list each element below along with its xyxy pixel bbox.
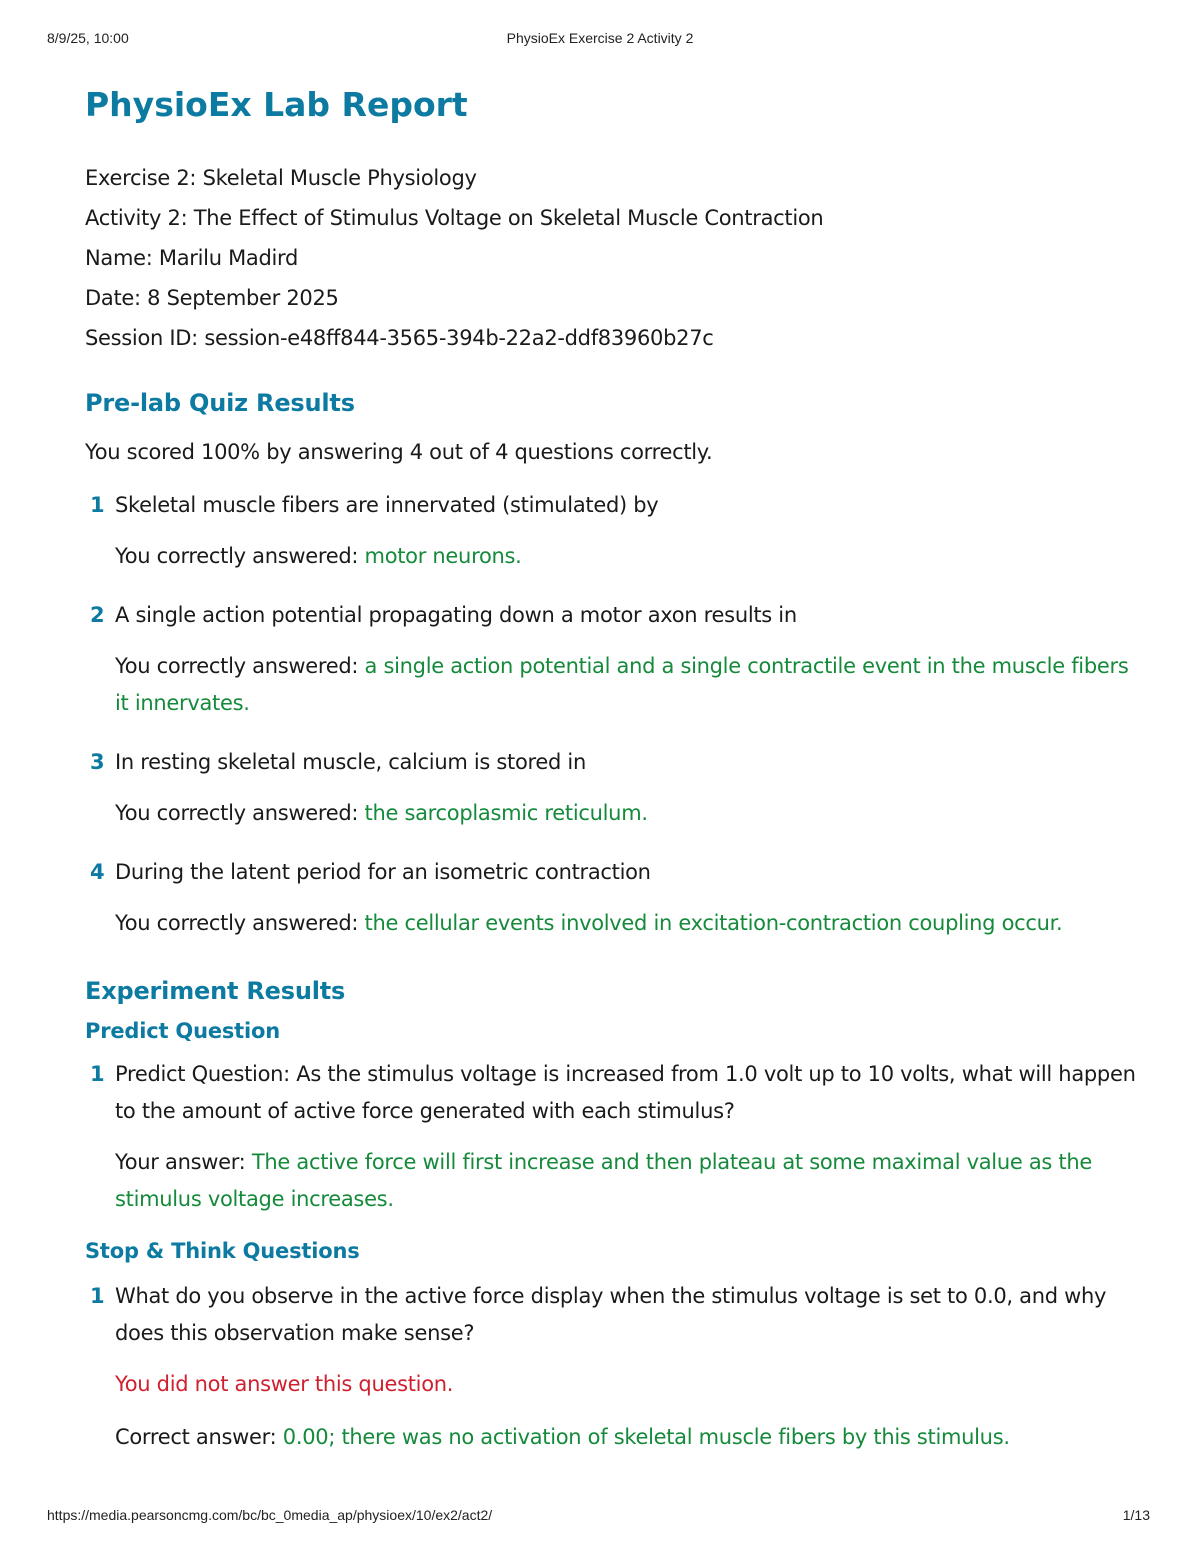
correct-answer-prefix: Correct answer: <box>115 1425 283 1449</box>
answer-prefix: You correctly answered: <box>115 654 365 678</box>
answer-text: a single action potential and a single contractile event in the muscle fibers it innervates. <box>115 654 1129 715</box>
prelab-answer-3 <box>85 795 1145 832</box>
print-page-number: 1/13 <box>1122 1507 1150 1523</box>
answer-text: the cellular events involved in excitation-contraction coupling occur. <box>364 911 1063 935</box>
question-text: A single action potential propagating down a motor axon results in <box>115 603 797 627</box>
answer-text: motor neurons. <box>364 544 522 568</box>
question-number: 4 <box>90 860 105 884</box>
question-text: In resting skeletal muscle, calcium is stored in <box>115 750 586 774</box>
question-number: 1 <box>90 493 105 517</box>
report-date: Date: 8 September 2025 <box>85 286 339 310</box>
prelab-answer-4 <box>85 905 1145 942</box>
not-answered-notice: You did not answer this question. <box>115 1372 454 1396</box>
question-text: Skeletal muscle fibers are innervated (stimulated) by <box>115 493 659 517</box>
question-text: Predict Question: As the stimulus voltage is increased from 1.0 volt up to 10 volts, what will happen to the amount of active force generated with each stimulus? <box>115 1062 1136 1123</box>
question-number: 1 <box>90 1062 105 1086</box>
answer-prefix: You correctly answered: <box>115 801 365 825</box>
question-text: What do you observe in the active force display when the stimulus voltage is set to 0.0, and why does this observation make sense? <box>115 1284 1107 1345</box>
student-name: Name: Marilu Madird <box>85 246 299 270</box>
report-content <box>85 80 1145 1456</box>
correct-answer <box>85 1419 1145 1456</box>
question-number: 1 <box>90 1284 105 1308</box>
print-header <box>0 30 1200 50</box>
correct-answer-text: 0.00; there was no activation of skeletal muscle fibers by this stimulus. <box>282 1425 1010 1449</box>
print-datetime: 8/9/25, 10:00 <box>47 30 129 46</box>
answer-prefix: You correctly answered: <box>115 544 365 568</box>
question-number: 2 <box>90 603 105 627</box>
answer-text: the sarcoplasmic reticulum. <box>364 801 648 825</box>
activity-line: Activity 2: The Effect of Stimulus Voltage on Skeletal Muscle Contraction <box>85 206 824 230</box>
prelab-heading: Pre-lab Quiz Results <box>85 389 355 417</box>
stop-think-heading: Stop & Think Questions <box>85 1239 360 1263</box>
experiment-heading: Experiment Results <box>85 977 346 1005</box>
exercise-line: Exercise 2: Skeletal Muscle Physiology <box>85 166 477 190</box>
question-text: During the latent period for an isometric contraction <box>115 860 651 884</box>
predict-question-1 <box>85 1056 1145 1130</box>
prelab-question-3 <box>85 744 1145 781</box>
answer-prefix: Your answer: <box>115 1150 252 1174</box>
predict-heading: Predict Question <box>85 1019 280 1043</box>
prelab-question-2 <box>85 597 1145 634</box>
answer-text: The active force will first increase and then plateau at some maximal value as the stimulus voltage increases. <box>115 1150 1092 1211</box>
question-number: 3 <box>90 750 105 774</box>
prelab-question-4 <box>85 854 1145 891</box>
prelab-score: You scored 100% by answering 4 out of 4 questions correctly. <box>85 440 713 464</box>
prelab-answer-2 <box>85 648 1145 722</box>
print-page-title: PhysioEx Exercise 2 Activity 2 <box>506 30 694 46</box>
print-footer <box>0 1507 1200 1527</box>
answer-prefix: You correctly answered: <box>115 911 365 935</box>
session-id: Session ID: session-e48ff844-3565-394b-22a2-ddf83960b27c <box>85 326 714 350</box>
report-title: PhysioEx Lab Report <box>85 85 468 124</box>
print-url: https://media.pearsoncmg.com/bc/bc_0media_ap/physioex/10/ex2/act2/ <box>47 1507 493 1523</box>
prelab-question-1 <box>85 487 1145 524</box>
prelab-answer-1 <box>85 538 1145 575</box>
stop-think-question-1 <box>85 1278 1145 1352</box>
predict-answer <box>85 1144 1145 1218</box>
